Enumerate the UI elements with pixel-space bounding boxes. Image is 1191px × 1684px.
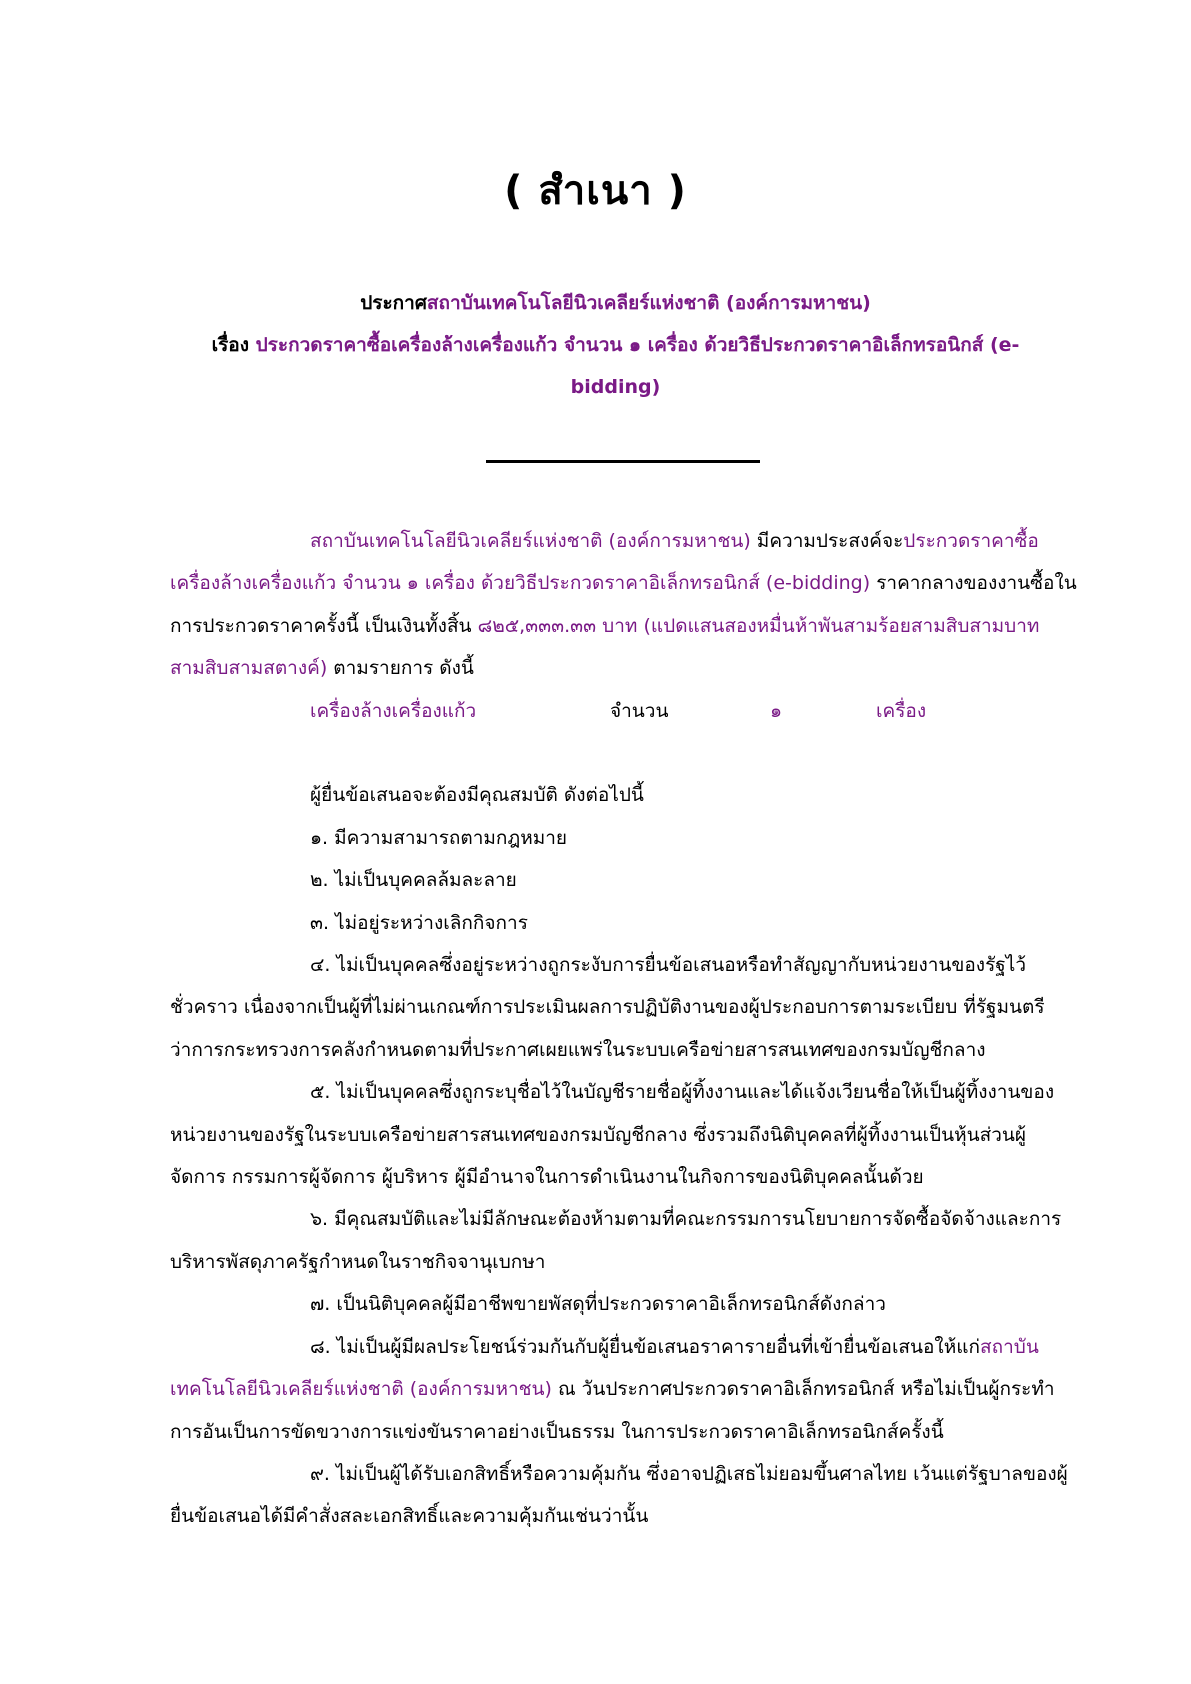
qualification-6: ๖. มีคุณสมบัติและไม่มีลักษณะต้องห้ามตามที่คณะกรรมการนโยบายการจัดซื้อจัดจ้างและการบริหารพัสดุภาครัฐกำหนดในราชกิจจานุเบกษา (170, 1208, 1062, 1273)
item-name: เครื่องล้างเครื่องแก้ว (310, 699, 477, 722)
heading-divider (486, 460, 760, 463)
item-unit: เครื่อง (876, 699, 927, 722)
qualification-8-text-b: ณ วันประกาศประกวดราคาอิเล็กทรอนิกส์ หรือไม่เป็นผู้กระทำการอันเป็นการขัดขวางการแข่งขันราคาอย่างเป็นธรรม ในการประกวดราคาอิเล็กทรอนิกส์ครั้งนี้ (170, 1378, 1055, 1443)
qualification-8-organization: สถาบันเทคโนโลยีนิวเคลียร์แห่งชาติ (องค์การมหาชน) (170, 1335, 1039, 1401)
heading-prefix: ประกาศ (360, 292, 427, 314)
qualification-8 (170, 1326, 1080, 1453)
item-row (170, 690, 1080, 732)
intro-subject: ประกวดราคาซื้อเครื่องล้างเครื่องแก้ว จำนวน ๑ เครื่อง ด้วยวิธีประกวดราคาอิเล็กทรอนิกส์ (e-bidding) (170, 530, 1039, 595)
intro-amount: ๘๒๕,๓๓๓.๓๓ บาท (แปดแสนสองหมื่นห้าพันสามร้อยสามสิบสามบาทสามสิบสามสตางค์) (170, 614, 1040, 680)
intro-text-2: ราคากลางของงานซื้อในการประกวดราคาครั้งนี้ เป็นเงินทั้งสิ้น (170, 572, 1077, 637)
qualification-9: ๙. ไม่เป็นผู้ได้รับเอกสิทธิ์หรือความคุ้มกัน ซึ่งอาจปฏิเสธไม่ยอมขึ้นศาลไทย เว้นแต่รัฐบาลของผู้ยื่นข้อเสนอได้มีคำสั่งสละเอกสิทธิ์และความคุ้มกันเช่นว่านั้น (170, 1462, 1068, 1528)
heading-line-1 (170, 282, 1061, 324)
qualification-7: ๗. เป็นนิติบุคคลผู้มีอาชีพขายพัสดุที่ประกวดราคาอิเล็กทรอนิกส์ดังกล่าว (310, 1293, 886, 1316)
intro-paragraph (170, 520, 1080, 690)
qualification-1: ๑. มีความสามารถตามกฎหมาย (310, 826, 568, 849)
intro-text-1: มีความประสงค์จะ (750, 530, 904, 552)
heading-organization: สถาบันเทคโนโลยีนิวเคลียร์แห่งชาติ (องค์การมหาชน) (426, 292, 871, 314)
intro-text-3: ตามรายการ ดังนี้ (327, 657, 474, 680)
qualification-8-text-a: ๘. ไม่เป็นผู้มีผลประโยชน์ร่วมกันกับผู้ยื่นข้อเสนอราคารายอื่นที่เข้ายื่นข้อเสนอให้แก่ (310, 1335, 980, 1358)
qualification-2: ๒. ไม่เป็นบุคคลล้มละลาย (310, 869, 517, 892)
qualifications-intro: ผู้ยื่นข้อเสนอจะต้องมีคุณสมบัติ ดังต่อไปนี้ (310, 784, 644, 807)
item-qty: ๑ (770, 699, 783, 722)
heading-subject-prefix: เรื่อง (211, 334, 256, 356)
qualification-3: ๓. ไม่อยู่ระหว่างเลิกกิจการ (310, 911, 528, 934)
heading-subject: ประกวดราคาซื้อเครื่องล้างเครื่องแก้ว จำนวน ๑ เครื่อง ด้วยวิธีประกวดราคาอิเล็กทรอนิกส์ (e-bidding) (255, 334, 1020, 398)
item-qty-label: จำนวน (610, 699, 669, 722)
qualification-4: ๔. ไม่เป็นบุคคลซึ่งอยู่ระหว่างถูกระงับการยื่นข้อเสนอหรือทำสัญญากับหน่วยงานของรัฐไว้ชั่วคราว เนื่องจากเป็นผู้ที่ไม่ผ่านเกณฑ์การประเมินผลการปฏิบัติงานของผู้ประกอบการตามระเบียบ ที่รัฐมนตรีว่าการกระทรวงการคลังกำหนดตามที่ประกาศเผยแพร่ในระบบเครือข่ายสารสนเทศของกรมบัญชีกลาง (170, 954, 1045, 1061)
heading-line-2 (170, 324, 1061, 408)
document-body (170, 520, 1080, 1538)
copy-stamp-title: ( สำเนา ) (504, 168, 687, 214)
qualification-5: ๕. ไม่เป็นบุคคลซึ่งถูกระบุชื่อไว้ในบัญชีรายชื่อผู้ทิ้งงานและได้แจ้งเวียนชื่อให้เป็นผู้ทิ้งงานของหน่วยงานของรัฐในระบบเครือข่ายสารสนเทศของกรมบัญชีกลาง ซึ่งรวมถึงนิติบุคคลที่ผู้ทิ้งงานเป็นหุ้นส่วนผู้จัดการ กรรมการผู้จัดการ ผู้บริหาร ผู้มีอำนาจในการดำเนินงานในกิจการของนิติบุคคลนั้นด้วย (170, 1081, 1055, 1189)
announcement-heading (170, 282, 1061, 408)
spacer (170, 732, 1080, 774)
intro-organization: สถาบันเทคโนโลยีนิวเคลียร์แห่งชาติ (องค์การมหาชน) (310, 530, 751, 552)
